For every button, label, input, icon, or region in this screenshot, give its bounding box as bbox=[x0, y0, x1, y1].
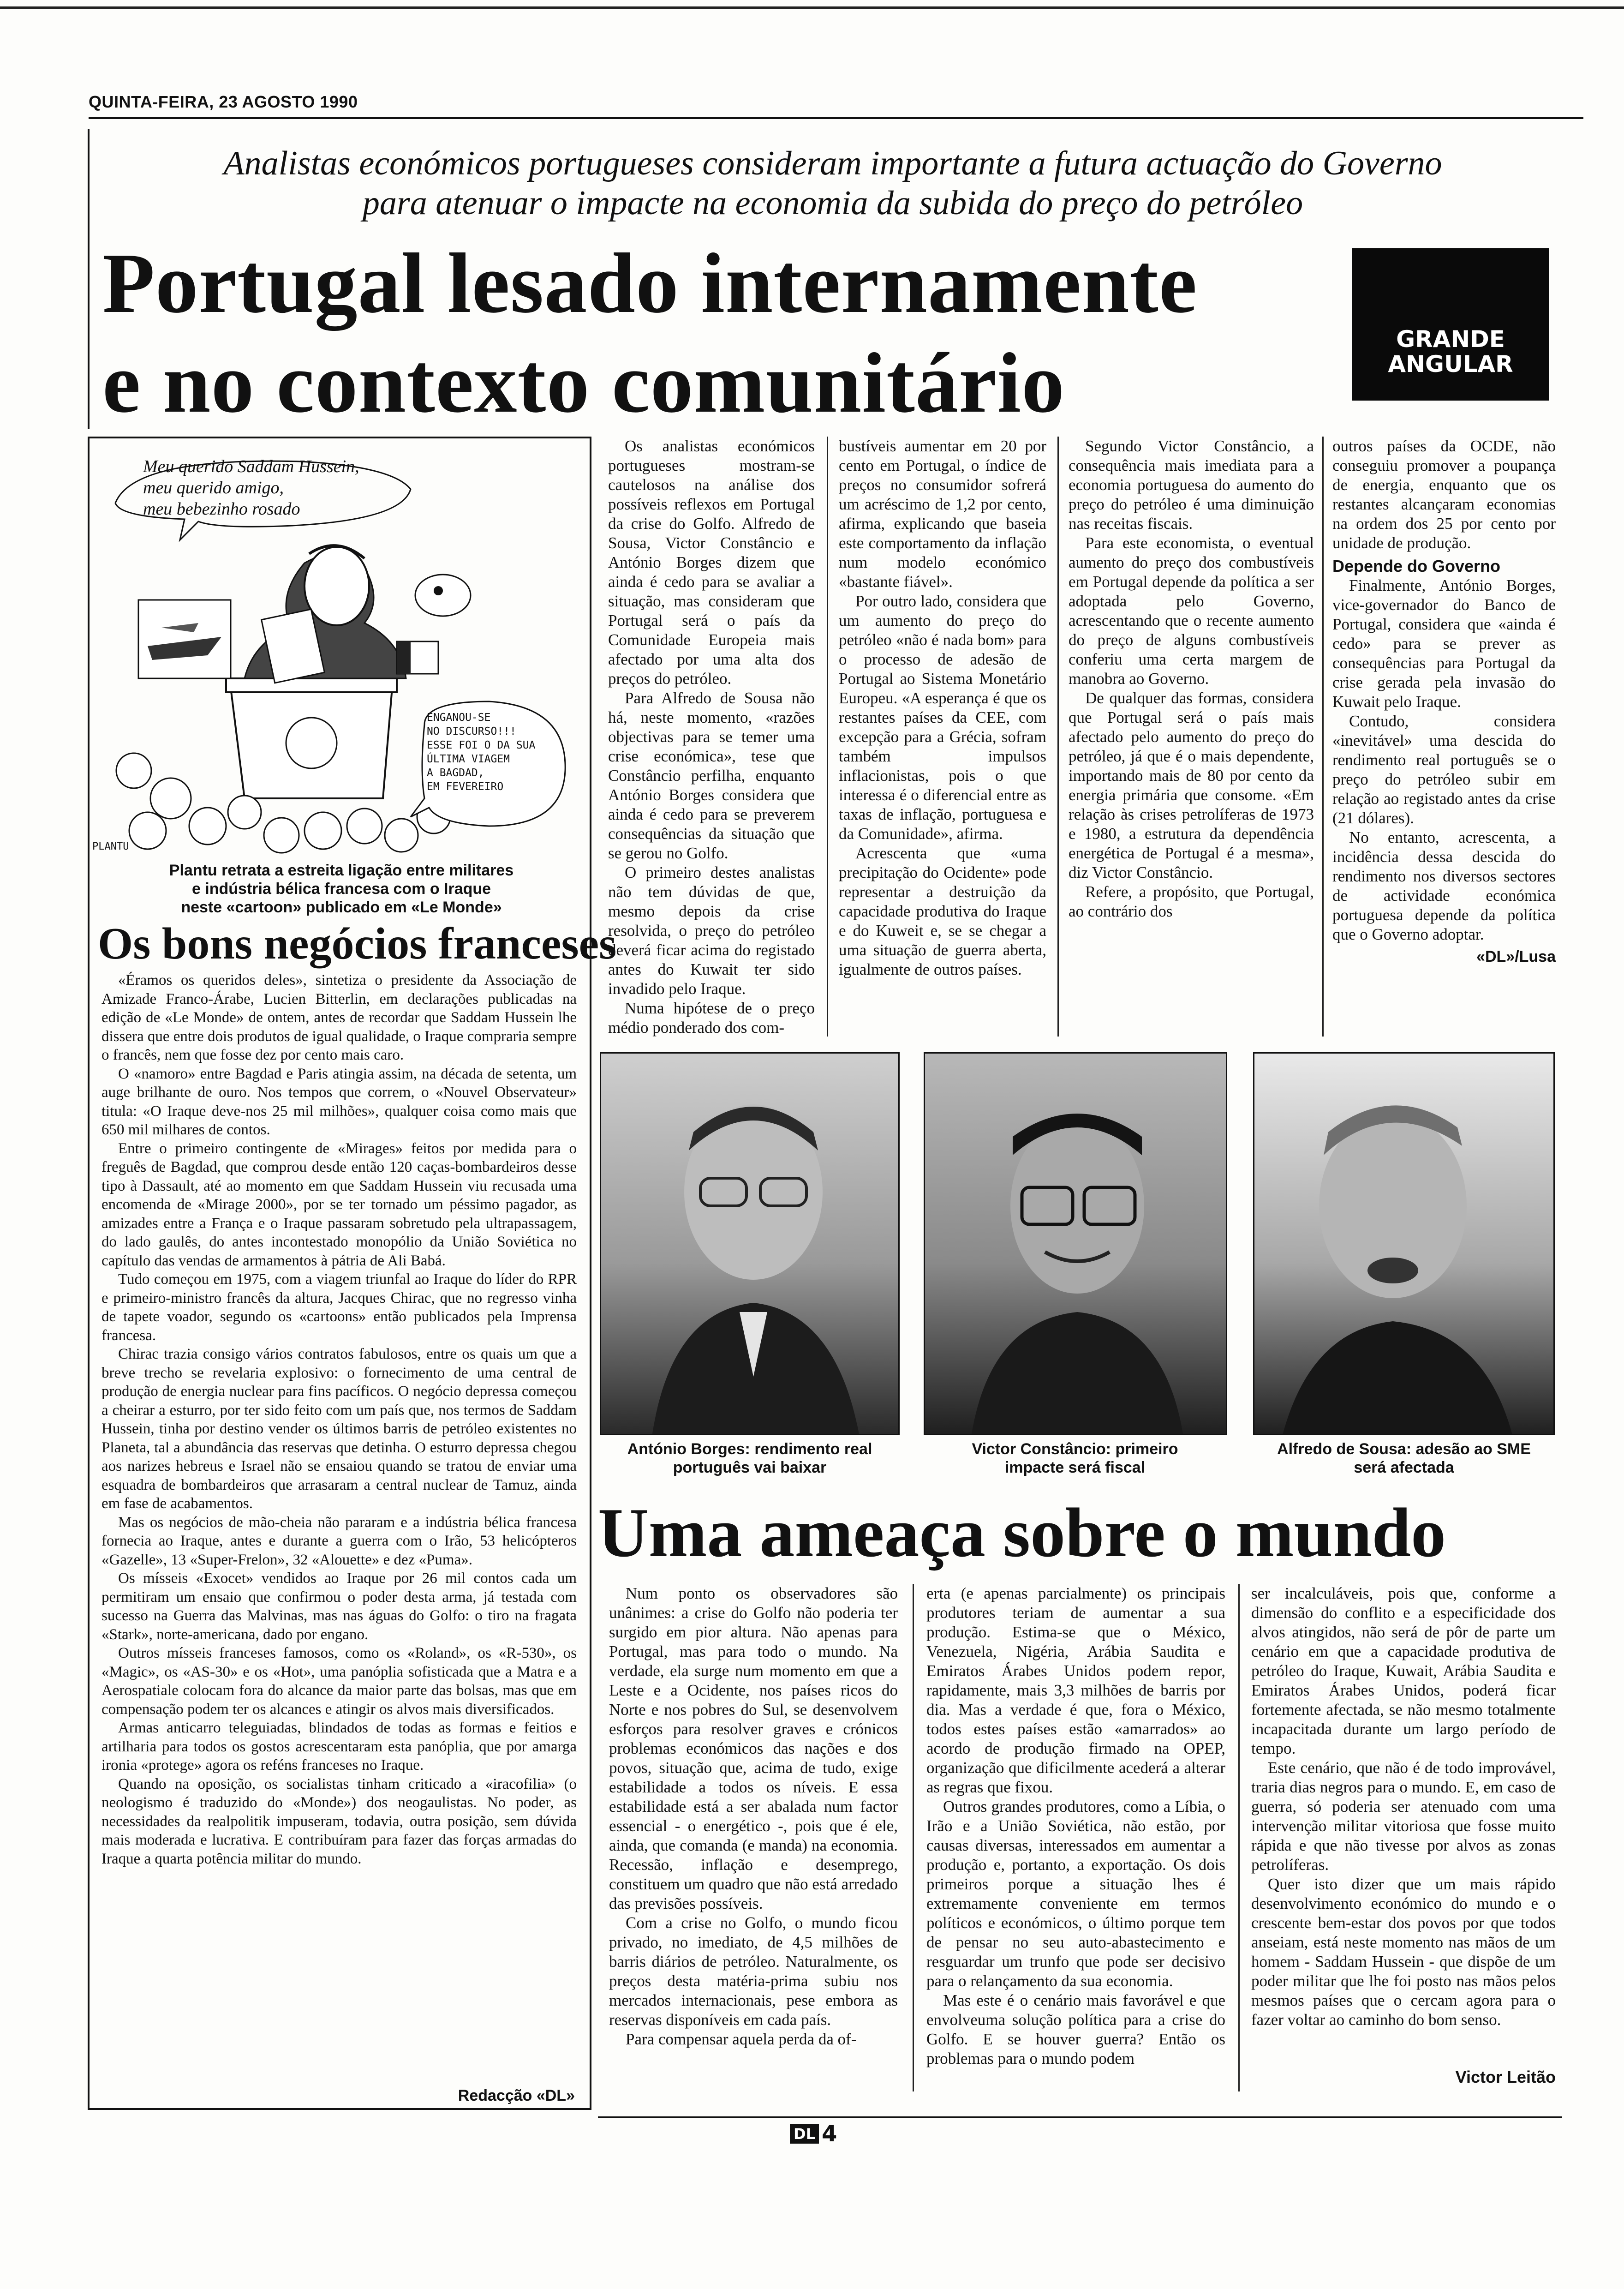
sidebar-body-paragraph: Entre o primeiro contingente de «Mirages» feitos por medida para o freguês de Bagdad, que comprou desde então 120 caças-bombardeiros desse tipo à Dassault, até ao momento em que Saddam Hussein viu recusada uma encomenda de «Mirage 2000», por se ter tornado um péssimo pagador, as amizades entre a França e o Iraque passaram sobretudo pela ultrapassagem, do lado gaulês, do antes incontestado monopólio da União Soviética no capítulo das vendas de armamentos à pátria de Ali Babá. bbox=[102, 1140, 577, 1269]
main-article-signature: «DL»/Lusa bbox=[1476, 948, 1556, 965]
cartoon-caption-line-3: neste «cartoon» publicado em «Le Monde» bbox=[181, 899, 502, 916]
main-col-3-paragraph: Para este economista, o eventual aumento do preço dos combustíveis em Portugal depende da política a ser adoptada pelo Governo, acrescentando que o recente aumento do preço de alguns combustíveis conferiu uma certa margem de manobra ao Governo. bbox=[1069, 534, 1314, 688]
cartoon-crowd-line-3: ESSE FOI O DA SUA bbox=[427, 739, 536, 751]
page-top-rule bbox=[0, 6, 1624, 9]
photo-caption-borges-line-1: António Borges: rendimento real bbox=[627, 1440, 872, 1458]
main-col-4-body-paragraph: Contudo, considera «inevitável» uma descida do rendimento real português se o preço do petróleo subir em relação ao registado antes da crise (21 dólares). bbox=[1332, 712, 1556, 827]
sidebar-title: Os bons negócios franceses bbox=[98, 919, 617, 969]
second-col-3 bbox=[1251, 1584, 1556, 2030]
main-col-1-paragraph: Para Alfredo de Sousa não há, neste momento, «razões objectivas para se temer uma crise económica», tese que Constâncio perfilha, enquanto António Borges considera que ainda é cedo para se preverem consequências da situação que se gerou no Golfo. bbox=[608, 689, 815, 862]
cartoon-crowd-line-4: ÚLTIMA VIAGEM bbox=[427, 753, 510, 765]
second-col-1-paragraph: Num ponto os observadores são unânimes: a crise do Golfo não poderia ter surgido em pior altura. Não apenas para Portugal, mas para todo o mundo. Na verdade, ela surge num momento em que a Leste e a Ocidente, nos países ricos do Norte e nos pobres do Sul, se desenvolvem esforços para resolver graves e crónicos problemas económicos das nações e dos povos, situação que, acima de tudo, exige estabilidade a todos os níveis. E essa estabilidade está a ser abalada num factor essencial - o energético -, pois que é ele, ainda, que comanda (e manda) na economia. Recessão, inflação e desemprego, constituem um quadro que não está arredado das previsões possíveis. bbox=[609, 1584, 898, 1912]
headline-line-2: e no contexto comunitário bbox=[102, 336, 1065, 431]
main-col-4 bbox=[1332, 437, 1556, 966]
main-col-4-top: outros países da OCDE, não conseguiu promover a poupança de energia, enquanto que os restantes alcançaram economias na ordem dos 25 por cento por unidade de produção. bbox=[1332, 437, 1556, 552]
photo-caption-sousa bbox=[1248, 1440, 1559, 1477]
cartoon-crowd-line-6: EM FEVEREIRO bbox=[427, 781, 504, 793]
main-col-4-body-paragraph: No entanto, acrescenta, a incidência dessa descida do rendimento nos diversos sectores de actividade económica portuguesa depende da política que o Governo adoptar. bbox=[1332, 828, 1556, 943]
cartoon-crowd-line-1: ENGANOU-SE bbox=[427, 712, 491, 724]
main-col-3-paragraph: De qualquer das formas, considera que Portugal será o país mais afectado pelo aumento do preço do petróleo, já que é o mais dependente, importando mais de 80 por cento da energia primária que consome. «Em relação às crises petrolíferas de 1973 e 1980, a estrutura da dependência energética de Portugal é a mesma», diz Victor Constâncio. bbox=[1069, 689, 1314, 881]
cartoon-speech-line-2: meu querido amigo, bbox=[143, 478, 284, 497]
sidebar-body-paragraph: Quando na oposição, os socialistas tinham criticado a «iracofilia» (o neologismo é traduzido do «Monde») dos neogaulistas. No poder, as necessidades da realpolitik impuseram, todavia, outra posição, sem dúvida mais moderada e lucrativa. E contribuíram para fazer das forças armadas do Iraque a quarta potência militar do mundo. bbox=[102, 1775, 577, 1867]
photo-caption-sousa-line-1: Alfredo de Sousa: adesão ao SME bbox=[1277, 1440, 1531, 1458]
second-article-title: Uma ameaça sobre o mundo bbox=[598, 1494, 1446, 1571]
main-col-3 bbox=[1069, 437, 1314, 921]
main-col-1-paragraph: Os analistas económicos portugueses mostram-se cautelosos na análise dos possíveis reflexos em Portugal da crise do Golfo. Alfredo de Sousa, Victor Constâncio e António Borges dizem que ainda é cedo para se avaliar a situação, mas consideram que Portugal será o país da Comunidade Europeia mais afectado por uma alta dos preços do petróleo. bbox=[608, 437, 815, 688]
sidebar-body-paragraph: Os mísseis «Exocet» vendidos ao Iraque por 26 mil contos cada um permitiram um ensaio que confirmou o poder desta arma, já testada com sucesso na Guerra das Malvinas, mas nas águas do Golfo: o tiro na fragata «Stark», norte-americana, dado por engano. bbox=[102, 1570, 577, 1643]
kicker-line-1: Analistas económicos portugueses consideram importante a futura actuação do Governo bbox=[223, 144, 1442, 182]
photo-caption-sousa-line-2: será afectada bbox=[1354, 1459, 1454, 1476]
portrait-sousa-image bbox=[1254, 1054, 1555, 1435]
cartoon-artist-signature: PLANTU bbox=[92, 841, 129, 852]
photo-caption-constancio-line-1: Victor Constâncio: primeiro bbox=[972, 1440, 1178, 1458]
lead-frame-left-rule bbox=[88, 129, 90, 429]
photo-caption-borges bbox=[595, 1440, 904, 1477]
footer-logo bbox=[790, 2121, 837, 2147]
main-col-1-paragraph: O primeiro destes analistas não tem dúvidas de que, mesmo depois da crise resolvida, o preço do petróleo deverá ficar acima do registado antes do Kuwait ter sido invadido pelo Iraque. bbox=[608, 863, 815, 998]
footer-logo-mark: DL bbox=[790, 2124, 819, 2144]
main-col-1 bbox=[608, 437, 815, 1037]
col-rule-2 bbox=[1057, 437, 1059, 1037]
cartoon-caption-line-1: Plantu retrata a estreita ligação entre militares bbox=[169, 862, 514, 879]
page-number: 4 bbox=[821, 2121, 837, 2147]
second-col-2-paragraph: Mas este é o cenário mais favorável e que envolveuma solução política para a crise do Golfo. E se houver guerra? Então os problemas para o mundo podem bbox=[926, 1991, 1225, 2067]
main-col-2-paragraph: Por outro lado, considera que um aumento do preço do petróleo «não é nada bom» para o processo de adesão de Portugal ao Sistema Monetário Europeu. «A esperança é que os restantes países da CEE, com excepção para a Grécia, sofram também impulsos inflacionistas, pois o que interessa é o diferencial entre as taxas de inflação, portuguesa e da Comunidade», afirma. bbox=[839, 592, 1046, 843]
grande-angular-badge bbox=[1352, 248, 1549, 401]
sidebar-body-paragraph: Outros mísseis franceses famosos, como os «Roland», os «R-530», os «Magic», os «AS-30» e os «Hot», uma panóplia sofisticada que a Matra e a Aerospatiale colocam fora do alcance da maior parte das bolsas, mas que em compensação podem ter os alcances e atingir os alvos mais diversificados. bbox=[102, 1645, 577, 1718]
sidebar-body-paragraph: Tudo começou em 1975, com a viagem triunfal ao Iraque do líder do RPR e primeiro-ministro francês da altura, Jacques Chirac, que no regresso vinha de tapete voador, segundo os «cartoons» então publicados pela Imprensa francesa. bbox=[102, 1271, 577, 1344]
sidebar-body-paragraph: Chirac trazia consigo vários contratos fabulosos, entre os quais um que a breve trecho se revelaria explosivo: o fornecimento de uma central de produção de energia nuclear para fins pacíficos. O negócio depressa começou a cheirar a esturro, por ter sido feito com um país que, nos termos de Saddam Hussein, tinha por destino vender os últimos barris de petróleo existentes no Planeta, tal a abundância das reservas que detinha. O esturro depressa chegou aos narizes hebreus e Israel não se ensaiou quando se tratou de enviar uma esquadra de bombardeiros que arrasaram a central nuclear de Tamuz, ainda em fase de acabamentos. bbox=[102, 1346, 577, 1512]
portrait-borges-image bbox=[601, 1054, 900, 1435]
second-col-1-paragraph: Para compensar aquela perda da of- bbox=[626, 2030, 857, 2048]
second-col-rule-1 bbox=[913, 1584, 914, 2091]
main-col-3-paragraph: Refere, a propósito, que Portugal, ao contrário dos bbox=[1069, 883, 1314, 920]
cartoon-crowd-line-2: NO DISCURSO!!! bbox=[427, 725, 516, 737]
second-col-2 bbox=[926, 1584, 1225, 2068]
sidebar-body-paragraph: O «namoro» entre Bagdad e Paris atingia assim, na década de setenta, um auge brilhante de ouro. Nos tempos que correm, o «Nouvel Observateur» titula: «O Iraque deve-nos 25 mil milhões», qualquer coisa como mais que 650 mil milhares de contos. bbox=[102, 1065, 577, 1138]
second-col-1 bbox=[609, 1584, 898, 2049]
cartoon-crowd-speech bbox=[427, 711, 565, 794]
main-col-3-paragraph: Segundo Victor Constâncio, a consequência mais imediata para a economia portuguesa do aumento do preço do petróleo é uma diminuição nas receitas fiscais. bbox=[1069, 437, 1314, 533]
photo-caption-constancio-line-2: impacte será fiscal bbox=[1004, 1459, 1146, 1476]
cartoon-speech-line-1: Meu querido Saddam Hussein, bbox=[143, 457, 359, 476]
main-col-2-paragraph: bustíveis aumentar em 20 por cento em Portugal, o índice de preços no consumidor sofrerá um acréscimo de 1,2 por cento, afirma, explicando que baseia este comportamento da inflação num modelo económico «bastante fiável». bbox=[839, 437, 1046, 591]
photo-caption-borges-line-2: português vai baixar bbox=[673, 1459, 827, 1476]
second-col-3-paragraph: Quer isto dizer que um mais rápido desenvolvimento económico do mundo e o crescente bem-estar dos povos por que todos anseiam, está neste momento nas mãos de um homem - Saddam Hussein - que dispõe de um poder militar que lhe foi posto nas mãos pelos mesmos países que o cercam agora para o fazer voltar ao caminho do bom senso. bbox=[1251, 1875, 1556, 2029]
portrait-constancio-image bbox=[925, 1054, 1227, 1435]
date-line: QUINTA-FEIRA, 23 AGOSTO 1990 bbox=[89, 92, 358, 111]
photo-antonio-borges bbox=[600, 1052, 900, 1435]
main-col-2 bbox=[839, 437, 1046, 979]
second-col-2-paragraph: Outros grandes produtores, como a Líbia, o Irão e a União Soviética, não estão, por causas diversas, interessados em aumentar a produção e, portanto, a exportação. Os dois primeiros porque a situação lhes é extremamente conveniente em termos políticos e económicos, o último porque tem de pensar no seu auto-abastecimento e resguardar um trunfo que pode ser decisivo para o relançamento da sua economia. bbox=[926, 1798, 1225, 1990]
cartoon-caption-line-2: e indústria bélica francesa com o Iraque bbox=[191, 880, 491, 898]
photo-alfredo-de-sousa bbox=[1253, 1052, 1555, 1435]
footer-rule bbox=[598, 2116, 1562, 2118]
second-col-rule-2 bbox=[1238, 1584, 1240, 2091]
second-col-3-paragraph: ser incalculáveis, pois que, conforme a dimensão do conflito e a especificidade dos alvos atingidos, não será de pôr de parte um cenário em que a capacidade produtiva de petróleo do Iraque, Kuwait, Arábia Saudita e Emiratos Árabes Unidos, poderá ficar fortemente afectada, se não mesmo totalmente incapacitada durante um largo período de tempo. bbox=[1251, 1584, 1556, 1757]
header-rule bbox=[89, 117, 1583, 119]
main-col-4-subhead: Depende do Governo bbox=[1332, 557, 1501, 575]
cartoon-speech-line-3: meu bebezinho rosado bbox=[143, 499, 300, 519]
sidebar-body-paragraph: «Éramos os queridos deles», sintetiza o presidente da Associação de Amizade Franco-Árabe, Lucien Bitterlin, em declarações publicadas na edição de «Le Monde» de ontem, antes de recordar que Saddam Hussein lhe dissera que entre dois produtos de igual qualidade, o Iraque compraria sempre o francês, nem que fosse dez por cento mais caro. bbox=[102, 972, 577, 1063]
badge-line-1: GRANDE bbox=[1396, 326, 1505, 353]
second-col-1-paragraph: Com a crise no Golfo, o mundo ficou privado, no imediato, de 4,5 milhões de barris diários de petróleo. Naturalmente, os preços desta matéria-prima subiu nos mercados internacionais, pese embora as reservas disponíveis em cada país. bbox=[609, 1914, 898, 2029]
kicker-line-2: para atenuar o impacte na economia da subida do preço do petróleo bbox=[362, 184, 1303, 222]
second-col-2-paragraph: erta (e apenas parcialmente) os principais produtores teriam de aumentar a sua produção. Estima-se que o México, Venezuela, Nigéria, Arábia Saudita e Emiratos Árabes Unidos podem repor, rapidamente, mais 3,3 milhões de barris por dia. Mas a verdade é que, fora o México, todos estes países estão «amarrados» ao acordo de produção firmado na OPEP, organização que dificilmente acederá a alterar as regras que fixou. bbox=[926, 1584, 1225, 1796]
second-col-3-paragraph: Este cenário, que não é de todo improvável, traria dias negros para o mundo. E, em caso de guerra, só poderia ser atenuado com uma intervenção militar vitoriosa que fosse muito rápida e que não tivesse por alvos as zonas petrolíferas. bbox=[1251, 1759, 1556, 1874]
sidebar-body-paragraph: Mas os negócios de mão-cheia não pararam e a indústria bélica francesa fornecia ao Iraque, antes e durante a guerra com o Irão, 53 helicópteros «Gazelle», 13 «Super-Frelon», 32 «Alouette» e dez «Puma». bbox=[102, 1514, 577, 1568]
main-col-4-body bbox=[1332, 576, 1556, 944]
col-rule-3 bbox=[1322, 437, 1324, 1037]
cartoon-crowd-line-5: A BAGDAD, bbox=[427, 767, 484, 779]
photo-victor-constancio bbox=[924, 1052, 1227, 1435]
main-col-4-body-paragraph: Finalmente, António Borges, vice-governador do Banco de Portugal, considera que «ainda é cedo» para se prever as consequências para Portugal da crise gerada pela invasão do Kuwait pelo Iraque. bbox=[1332, 576, 1556, 711]
col-rule-1 bbox=[827, 437, 828, 1037]
second-article-signature: Victor Leitão bbox=[1455, 2067, 1556, 2086]
sidebar-body bbox=[102, 971, 577, 1868]
cartoon-speech bbox=[143, 456, 484, 520]
main-col-2-paragraph: Acrescenta que «uma precipitação do Ocidente» pode representar a destruição da capacidade produtiva do Iraque e do Kuweit e, se se chegar a uma situação de guerra aberta, igualmente de outros países. bbox=[839, 844, 1046, 978]
badge-line-2: ANGULAR bbox=[1388, 351, 1513, 378]
cartoon-caption bbox=[111, 861, 572, 917]
photo-caption-constancio bbox=[923, 1440, 1227, 1477]
sidebar-signature: Redacção «DL» bbox=[458, 2087, 575, 2104]
main-col-1-paragraph: Numa hipótese de o preço médio ponderado dos com- bbox=[608, 999, 815, 1037]
headline-line-1: Portugal lesado internamente bbox=[102, 236, 1198, 331]
sidebar-body-paragraph: Armas anticarro teleguiadas, blindados de todas as formas e feitios e artilharia para todos os gostos acrescentaram esta panóplia, que por amarga ironia «protege» agora os reféns franceses no Iraque. bbox=[102, 1720, 577, 1774]
